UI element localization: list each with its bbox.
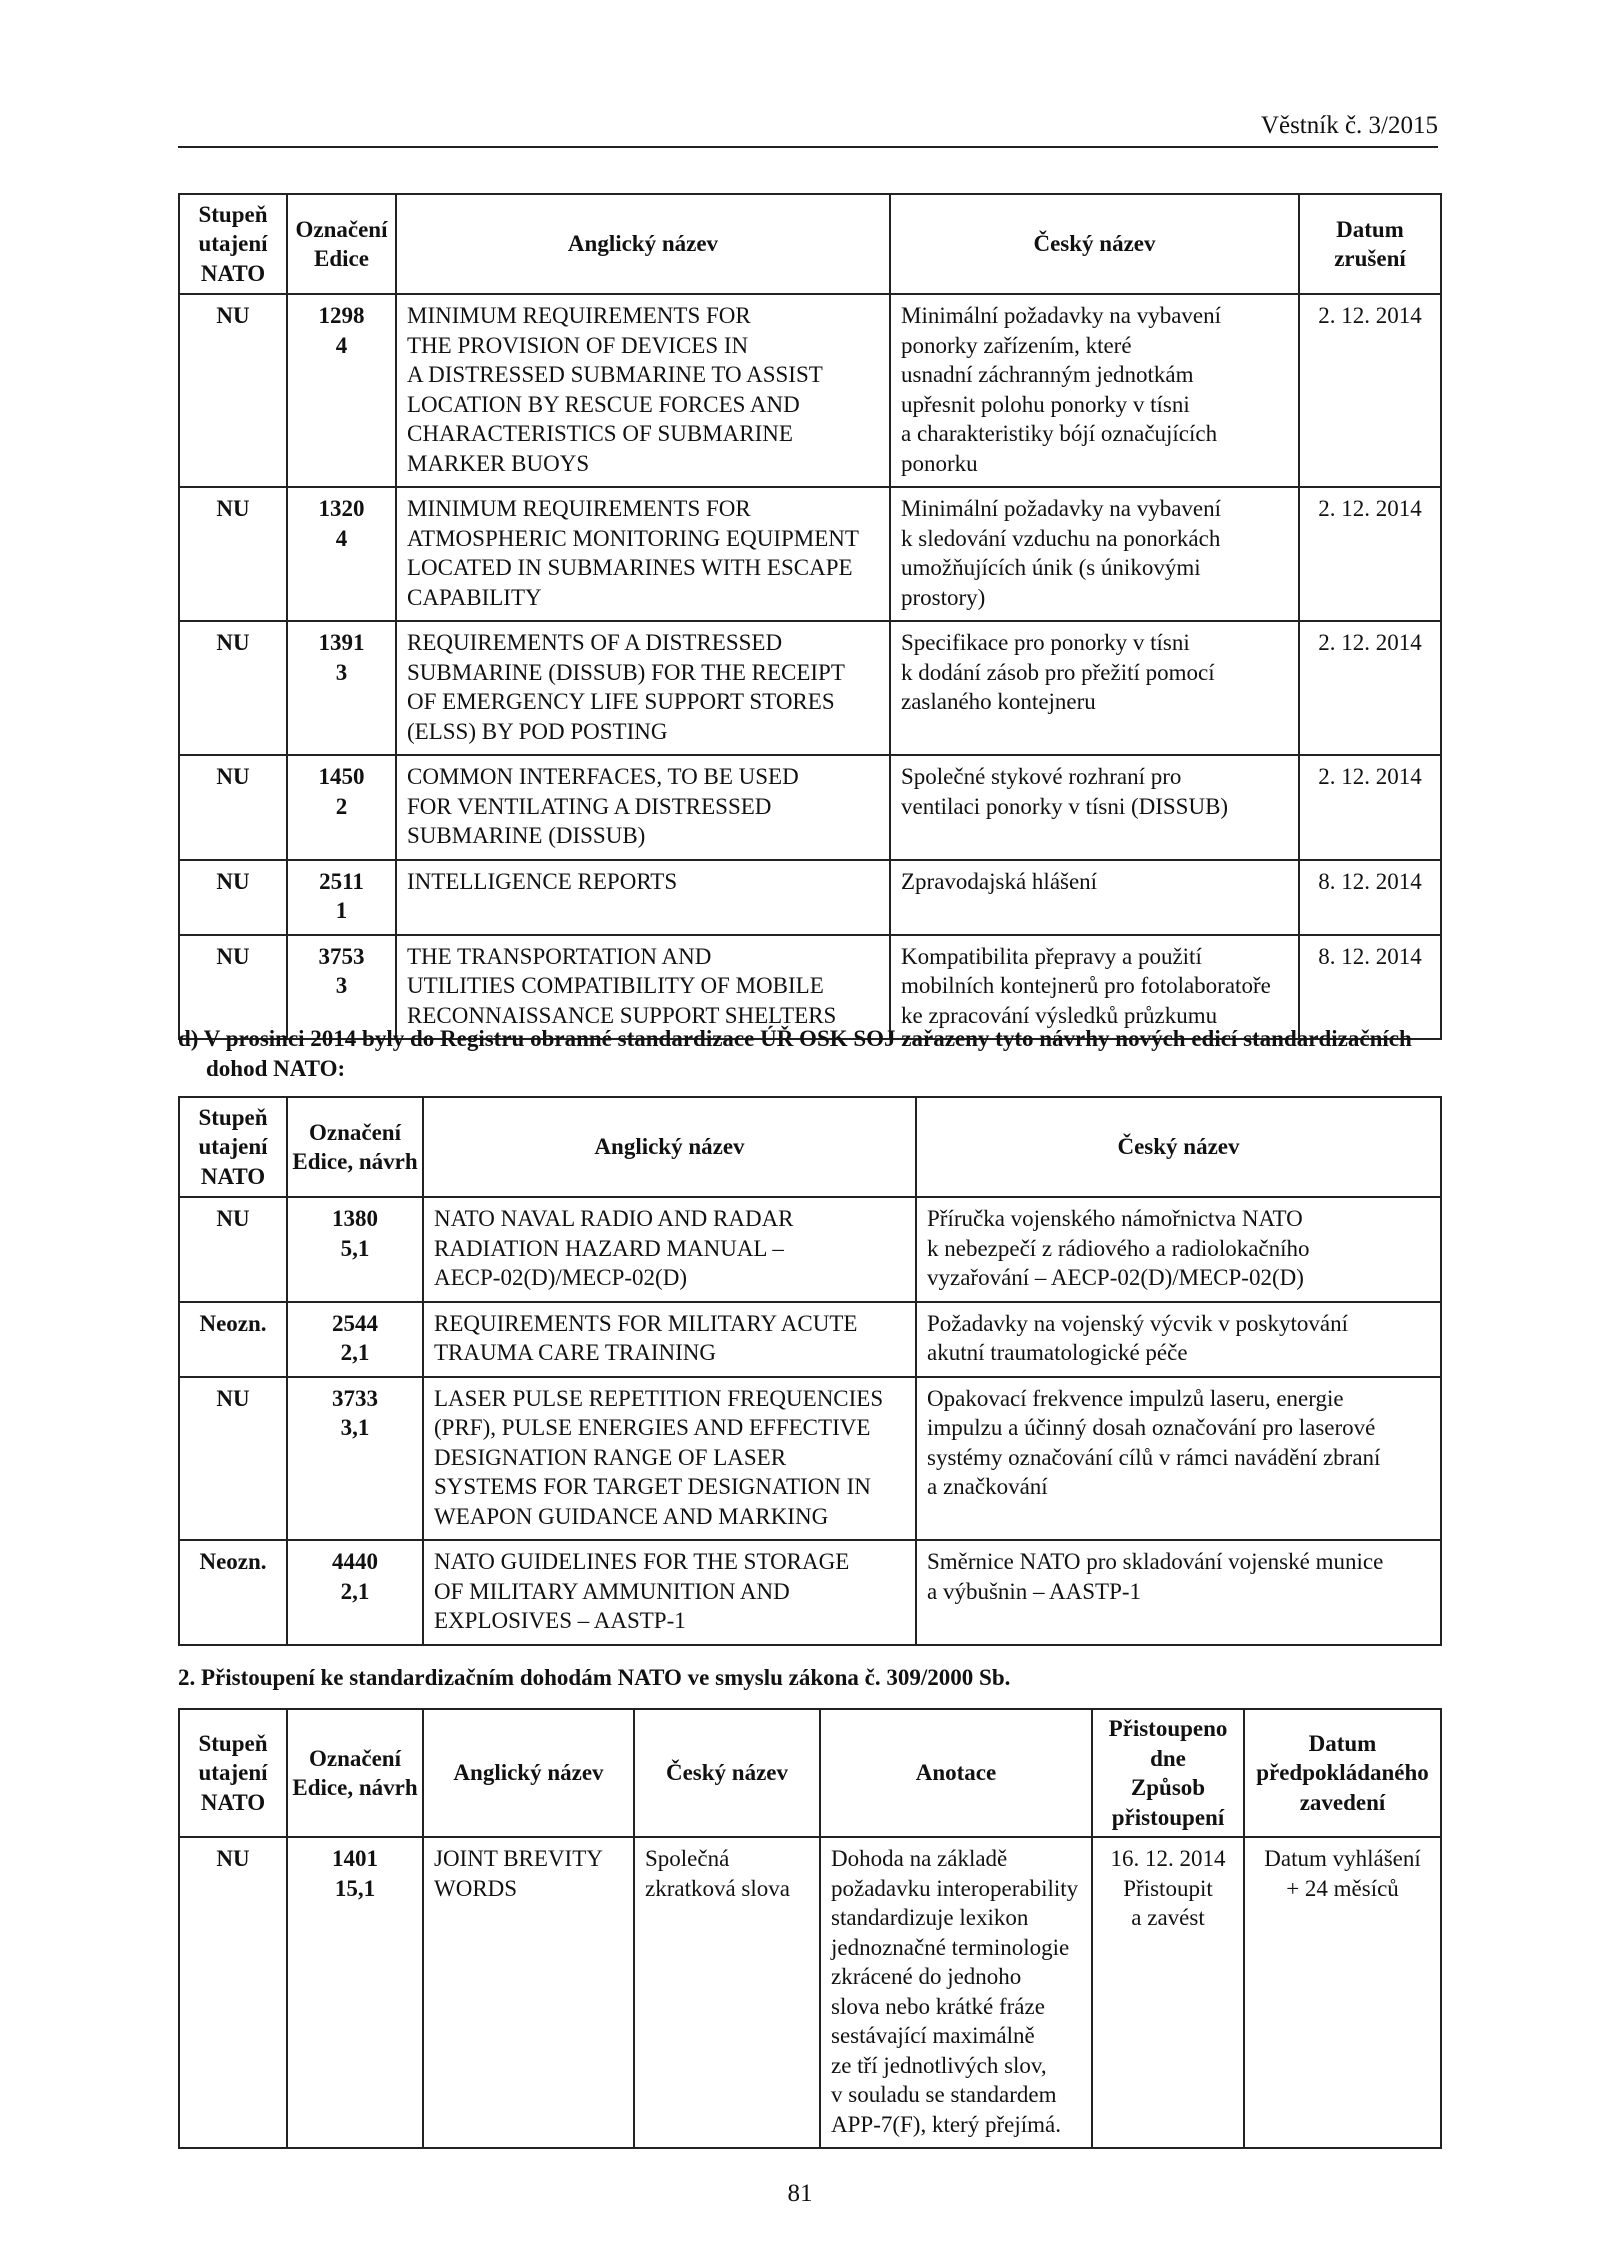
czech-title-cell-line: systémy označování cílů v rámci navádění zbraní bbox=[927, 1444, 1381, 1470]
czech-title-cell bbox=[890, 621, 1299, 755]
designation-number: 1401 bbox=[332, 1846, 378, 1871]
accession-cell-line: a zavést bbox=[1131, 1905, 1205, 1930]
annotation-cell-line: standardizuje lexikon bbox=[831, 1905, 1029, 1930]
english-title-cell bbox=[396, 755, 890, 860]
date-cell: 8. 12. 2014 bbox=[1299, 935, 1441, 1040]
date-cell: 8. 12. 2014 bbox=[1299, 860, 1441, 935]
accession-cell-line: 16. 12. 2014 bbox=[1110, 1846, 1226, 1871]
table-row bbox=[179, 755, 1441, 860]
english-title-cell-line: TRAUMA CARE TRAINING bbox=[434, 1340, 716, 1365]
classification-cell: NU bbox=[179, 1197, 287, 1302]
english-title-cell-line: SUBMARINE (DISSUB) bbox=[407, 823, 646, 848]
english-title-cell-line: LASER PULSE REPETITION FREQUENCIES bbox=[434, 1385, 884, 1411]
english-title-cell-line: CAPABILITY bbox=[407, 584, 542, 610]
english-title-cell-line: OF EMERGENCY LIFE SUPPORT STORES bbox=[407, 689, 835, 714]
table-row bbox=[179, 1837, 1441, 2148]
designation-cell bbox=[287, 860, 396, 935]
col-czech: Český název bbox=[890, 194, 1299, 294]
col-accession bbox=[1092, 1709, 1244, 1837]
czech-title-cell-line: Minimální požadavky na vybavení bbox=[901, 496, 1222, 521]
page-header bbox=[178, 108, 1438, 148]
col-classification: Stupeň utajení NATO bbox=[179, 1097, 287, 1197]
english-title-cell-line: REQUIREMENTS FOR MILITARY ACUTE bbox=[434, 1310, 858, 1336]
annotation-cell-line: APP-7(F), který přejímá. bbox=[831, 2111, 1061, 2137]
classification-cell: NU bbox=[179, 487, 287, 621]
czech-title-cell bbox=[890, 755, 1299, 860]
table-row bbox=[179, 294, 1441, 487]
czech-title-cell-line: Minimální požadavky na vybavení bbox=[901, 303, 1222, 328]
col-classification-line: Stupeň bbox=[198, 1730, 268, 1756]
implementation-date-cell bbox=[1244, 1837, 1441, 2148]
designation-number: 3753 bbox=[318, 943, 365, 969]
col-designation-line: Označení bbox=[309, 1745, 401, 1771]
czech-title-cell-line: usnadní záchranným jednotkám bbox=[901, 362, 1194, 387]
english-title-cell-line: RADIATION HAZARD MANUAL – bbox=[434, 1235, 784, 1261]
table-header-row bbox=[179, 1097, 1441, 1197]
col-date: Datum zrušení bbox=[1299, 194, 1441, 294]
designation-number: 1298 bbox=[318, 303, 365, 328]
accession-body bbox=[179, 1837, 1441, 2148]
english-title-cell-line: THE TRANSPORTATION AND bbox=[407, 943, 712, 969]
english-title-cell-line: MINIMUM REQUIREMENTS FOR bbox=[407, 496, 751, 521]
designation-number: 2544 bbox=[332, 1310, 378, 1336]
edition-number: 3 bbox=[335, 659, 348, 685]
english-title-cell-line: NATO NAVAL RADIO AND RADAR bbox=[434, 1206, 794, 1231]
designation-number: 3733 bbox=[332, 1385, 378, 1411]
czech-title-cell-line: upřesnit polohu ponorky v tísni bbox=[901, 391, 1190, 417]
table-row bbox=[179, 1302, 1441, 1377]
table-row bbox=[179, 1197, 1441, 1302]
english-title-cell-line: DESIGNATION RANGE OF LASER bbox=[434, 1444, 787, 1470]
czech-title-cell bbox=[634, 1837, 820, 2148]
classification-cell: Neozn. bbox=[179, 1540, 287, 1645]
table-header-row bbox=[179, 194, 1441, 294]
czech-title-cell bbox=[916, 1377, 1441, 1541]
date-cell: 2. 12. 2014 bbox=[1299, 621, 1441, 755]
edition-number: 1 bbox=[335, 898, 348, 923]
date-cell: 2. 12. 2014 bbox=[1299, 755, 1441, 860]
czech-title-cell bbox=[916, 1197, 1441, 1302]
withdrawn-editions-table bbox=[178, 193, 1442, 1040]
designation-number: 2511 bbox=[319, 868, 364, 894]
czech-title-cell bbox=[916, 1302, 1441, 1377]
english-title-cell bbox=[423, 1302, 916, 1377]
classification-cell: NU bbox=[179, 860, 287, 935]
english-title-cell-line: REQUIREMENTS OF A DISTRESSED bbox=[407, 630, 783, 655]
czech-title-cell bbox=[890, 860, 1299, 935]
english-title-cell bbox=[396, 621, 890, 755]
table-header-row bbox=[179, 1709, 1441, 1837]
table-row bbox=[179, 621, 1441, 755]
col-classification-line: NATO bbox=[200, 1789, 266, 1815]
annotation-cell-line: sestávající maximálně bbox=[831, 2023, 1035, 2048]
designation-number: 1320 bbox=[318, 496, 365, 521]
czech-title-cell-line: ke zpracování výsledků průzkumu bbox=[901, 1002, 1218, 1028]
annotation-cell-line: požadavku interoperability bbox=[831, 1875, 1079, 1901]
english-title-cell-line: FOR VENTILATING A DISTRESSED bbox=[407, 793, 772, 819]
designation-number: 1391 bbox=[318, 630, 365, 655]
english-title-cell bbox=[396, 294, 890, 487]
english-title-cell-line: NATO GUIDELINES FOR THE STORAGE bbox=[434, 1549, 850, 1574]
page-number: 81 bbox=[787, 2180, 813, 2207]
section-d-heading bbox=[178, 1024, 1440, 1084]
col-accession-line: Způsob bbox=[1130, 1775, 1206, 1800]
english-title-cell-line: JOINT BREVITY bbox=[434, 1846, 603, 1871]
czech-title-cell-line: zaslaného kontejneru bbox=[901, 689, 1096, 714]
designation-cell bbox=[287, 487, 396, 621]
table-row bbox=[179, 860, 1441, 935]
edition-number: 3,1 bbox=[340, 1415, 370, 1440]
col-czech bbox=[634, 1709, 820, 1837]
annotation-cell-line: slova nebo krátké fráze bbox=[831, 1993, 1045, 2019]
edition-number: 4 bbox=[335, 332, 348, 358]
english-title-cell-line: (PRF), PULSE ENERGIES AND EFFECTIVE bbox=[434, 1415, 871, 1440]
english-title-cell bbox=[396, 860, 890, 935]
col-annotation-line: Anotace bbox=[915, 1760, 997, 1786]
accession-cell bbox=[1092, 1837, 1244, 2148]
english-title-cell-line: AECP-02(D)/MECP-02(D) bbox=[434, 1265, 687, 1290]
english-title-cell-line: COMMON INTERFACES, TO BE USED bbox=[407, 764, 799, 789]
english-title-cell bbox=[423, 1377, 916, 1541]
col-czech: Český název bbox=[916, 1097, 1441, 1197]
english-title-cell-line: INTELLIGENCE REPORTS bbox=[407, 868, 678, 894]
table-row bbox=[179, 487, 1441, 621]
czech-title-cell-line: vyzařování – AECP-02(D)/MECP-02(D) bbox=[927, 1265, 1304, 1290]
edition-number: 3 bbox=[335, 973, 348, 998]
czech-title-cell-line: a značkování bbox=[927, 1474, 1048, 1499]
designation-cell bbox=[287, 1837, 423, 2148]
col-accession-line: Přistoupeno bbox=[1108, 1716, 1228, 1741]
czech-title-cell-line: umožňujících únik (s únikovými bbox=[901, 555, 1201, 580]
col-english bbox=[423, 1709, 634, 1837]
col-english: Anglický název bbox=[396, 194, 890, 294]
annotation-cell-line: zkrácené do jednoho bbox=[831, 1964, 1022, 1989]
col-english: Anglický název bbox=[423, 1097, 916, 1197]
czech-title-cell-line: Požadavky na vojenský výcvik v poskytování bbox=[927, 1310, 1348, 1336]
classification-cell: NU bbox=[179, 755, 287, 860]
czech-title-cell-line: Společná bbox=[645, 1846, 730, 1871]
designation-cell bbox=[287, 621, 396, 755]
english-title-cell-line: RECONNAISSANCE SUPPORT SHELTERS bbox=[407, 1002, 837, 1028]
table-row bbox=[179, 1540, 1441, 1645]
designation-number: 4440 bbox=[332, 1549, 378, 1574]
col-czech-line: Český název bbox=[665, 1760, 789, 1786]
czech-title-cell-line: k dodání zásob pro přežití pomocí bbox=[901, 659, 1215, 685]
english-title-cell bbox=[396, 487, 890, 621]
section-d-line2: dohod NATO: bbox=[206, 1056, 346, 1081]
czech-title-cell-line: mobilních kontejnerů pro fotolaboratoře bbox=[901, 973, 1271, 998]
designation-cell bbox=[287, 1302, 423, 1377]
czech-title-cell-line: Opakovací frekvence impulzů laseru, energie bbox=[927, 1385, 1344, 1411]
czech-title-cell bbox=[890, 294, 1299, 487]
czech-title-cell-line: k nebezpečí z rádiového a radiolokačního bbox=[927, 1235, 1310, 1261]
czech-title-cell-line: k sledování vzduchu na ponorkách bbox=[901, 525, 1221, 551]
col-english-line: Anglický název bbox=[453, 1760, 604, 1786]
implementation-date-cell-line: Datum vyhlášení bbox=[1264, 1846, 1421, 1871]
designation-cell bbox=[287, 755, 396, 860]
date-cell: 2. 12. 2014 bbox=[1299, 487, 1441, 621]
english-title-cell-line: CHARACTERISTICS OF SUBMARINE bbox=[407, 421, 793, 446]
classification-cell: Neozn. bbox=[179, 1302, 287, 1377]
issue-label: Věstník č. 3/2015 bbox=[1260, 112, 1438, 139]
english-title-cell bbox=[423, 1197, 916, 1302]
implementation-date-cell-line: + 24 měsíců bbox=[1286, 1875, 1399, 1901]
czech-title-cell-line: Specifikace pro ponorky v tísni bbox=[901, 630, 1190, 655]
designation-cell bbox=[287, 1377, 423, 1541]
english-title-cell bbox=[423, 1837, 634, 2148]
annotation-cell-line: jednoznačné terminologie bbox=[831, 1934, 1070, 1960]
czech-title-cell-line: Zpravodajská hlášení bbox=[901, 868, 1098, 894]
section-2-heading: 2. Přistoupení ke standardizačním dohodám NATO ve smyslu zákona č. 309/2000 Sb. bbox=[178, 1665, 1011, 1690]
classification-cell: NU bbox=[179, 935, 287, 1040]
czech-title-cell-line: a výbušnin – AASTP-1 bbox=[927, 1578, 1142, 1604]
czech-title-cell-line: ponorky zařízením, které bbox=[901, 332, 1132, 358]
designation-number: 1380 bbox=[332, 1206, 378, 1231]
czech-title-cell-line: ponorku bbox=[901, 450, 978, 476]
czech-title-cell-line: ventilaci ponorky v tísni (DISSUB) bbox=[901, 793, 1229, 819]
accession-table bbox=[178, 1708, 1442, 2149]
classification-cell: NU bbox=[179, 621, 287, 755]
czech-title-cell-line: impulzu a účinný dosah označování pro laserové bbox=[927, 1415, 1376, 1440]
english-title-cell-line: (ELSS) BY POD POSTING bbox=[407, 718, 668, 744]
annotation-cell-line: Dohoda na základě bbox=[831, 1846, 1008, 1871]
col-classification-line: utajení bbox=[198, 1760, 268, 1786]
english-title-cell-line: SYSTEMS FOR TARGET DESIGNATION IN bbox=[434, 1474, 871, 1499]
czech-title-cell-line: Příručka vojenského námořnictva NATO bbox=[927, 1206, 1303, 1231]
english-title-cell-line: ATMOSPHERIC MONITORING EQUIPMENT bbox=[407, 525, 859, 551]
withdrawn-editions-body bbox=[179, 294, 1441, 1039]
accession-cell-line: Přistoupit bbox=[1123, 1875, 1213, 1901]
czech-title-cell-line: Směrnice NATO pro skladování vojenské munice bbox=[927, 1549, 1384, 1574]
english-title-cell-line: LOCATION BY RESCUE FORCES AND bbox=[407, 391, 800, 417]
czech-title-cell-line: Kompatibilita přepravy a použití bbox=[901, 943, 1202, 969]
annotation-cell bbox=[820, 1837, 1092, 2148]
col-date-line: Datum bbox=[1308, 1730, 1377, 1756]
col-classification bbox=[179, 1709, 287, 1837]
edition-number: 4 bbox=[335, 525, 348, 551]
col-annotation bbox=[820, 1709, 1092, 1837]
annotation-cell-line: v souladu se standardem bbox=[831, 2082, 1057, 2107]
czech-title-cell-line: akutní traumatologické péče bbox=[927, 1340, 1188, 1365]
edition-number: 15,1 bbox=[334, 1875, 376, 1901]
designation-cell bbox=[287, 1540, 423, 1645]
english-title-cell-line: EXPLOSIVES – AASTP-1 bbox=[434, 1608, 686, 1633]
annotation-cell-line: ze tří jednotlivých slov, bbox=[831, 2052, 1047, 2078]
english-title-cell-line: WEAPON GUIDANCE AND MARKING bbox=[434, 1503, 829, 1529]
edition-number: 5,1 bbox=[340, 1235, 370, 1261]
czech-title-cell bbox=[916, 1540, 1441, 1645]
english-title-cell-line: MARKER BUOYS bbox=[407, 450, 590, 476]
english-title-cell-line: LOCATED IN SUBMARINES WITH ESCAPE bbox=[407, 555, 853, 580]
english-title-cell-line: A DISTRESSED SUBMARINE TO ASSIST bbox=[407, 362, 823, 387]
col-date-line: předpokládaného bbox=[1256, 1760, 1429, 1786]
designation-number: 1450 bbox=[318, 764, 365, 789]
edition-number: 2,1 bbox=[340, 1340, 370, 1365]
english-title-cell-line: SUBMARINE (DISSUB) FOR THE RECEIPT bbox=[407, 659, 845, 685]
col-accession-line: přistoupení bbox=[1111, 1804, 1225, 1830]
czech-title-cell-line: prostory) bbox=[901, 584, 986, 610]
english-title-cell-line: THE PROVISION OF DEVICES IN bbox=[407, 332, 749, 358]
english-title-cell-line: UTILITIES COMPATIBILITY OF MOBILE bbox=[407, 973, 824, 998]
classification-cell: NU bbox=[179, 1837, 287, 2148]
czech-title-cell-line: Společné stykové rozhraní pro bbox=[901, 764, 1182, 789]
designation-cell bbox=[287, 1197, 423, 1302]
col-designation bbox=[287, 1709, 423, 1837]
english-title-cell bbox=[423, 1540, 916, 1645]
classification-cell: NU bbox=[179, 1377, 287, 1541]
col-designation-line: Edice, návrh bbox=[292, 1775, 418, 1800]
table-row bbox=[179, 1377, 1441, 1541]
edition-number: 2 bbox=[335, 793, 348, 819]
draft-editions-body bbox=[179, 1197, 1441, 1645]
edition-number: 2,1 bbox=[340, 1578, 370, 1604]
english-title-cell-line: OF MILITARY AMMUNITION AND bbox=[434, 1578, 790, 1604]
date-cell: 2. 12. 2014 bbox=[1299, 294, 1441, 487]
classification-cell: NU bbox=[179, 294, 287, 487]
section-d-line1: d) V prosinci 2014 byly do Registru obranné standardizace ÚŘ OSK SOJ zařazeny tyto návrhy nových edicí standardizačních bbox=[178, 1026, 1412, 1051]
czech-title-cell-line: a charakteristiky bójí označujících bbox=[901, 421, 1218, 446]
col-accession-line: dne bbox=[1150, 1745, 1186, 1771]
col-classification: Stupeň utajení NATO bbox=[179, 194, 287, 294]
col-designation: Označení Edice bbox=[287, 194, 396, 294]
col-date bbox=[1244, 1709, 1441, 1837]
col-designation: Označení Edice, návrh bbox=[287, 1097, 423, 1197]
draft-editions-table bbox=[178, 1096, 1442, 1646]
col-date-line: zavedení bbox=[1299, 1789, 1386, 1815]
english-title-cell-line: WORDS bbox=[434, 1875, 518, 1901]
english-title-cell-line: MINIMUM REQUIREMENTS FOR bbox=[407, 303, 751, 328]
czech-title-cell-line: zkratková slova bbox=[645, 1875, 790, 1901]
czech-title-cell bbox=[890, 487, 1299, 621]
designation-cell bbox=[287, 294, 396, 487]
